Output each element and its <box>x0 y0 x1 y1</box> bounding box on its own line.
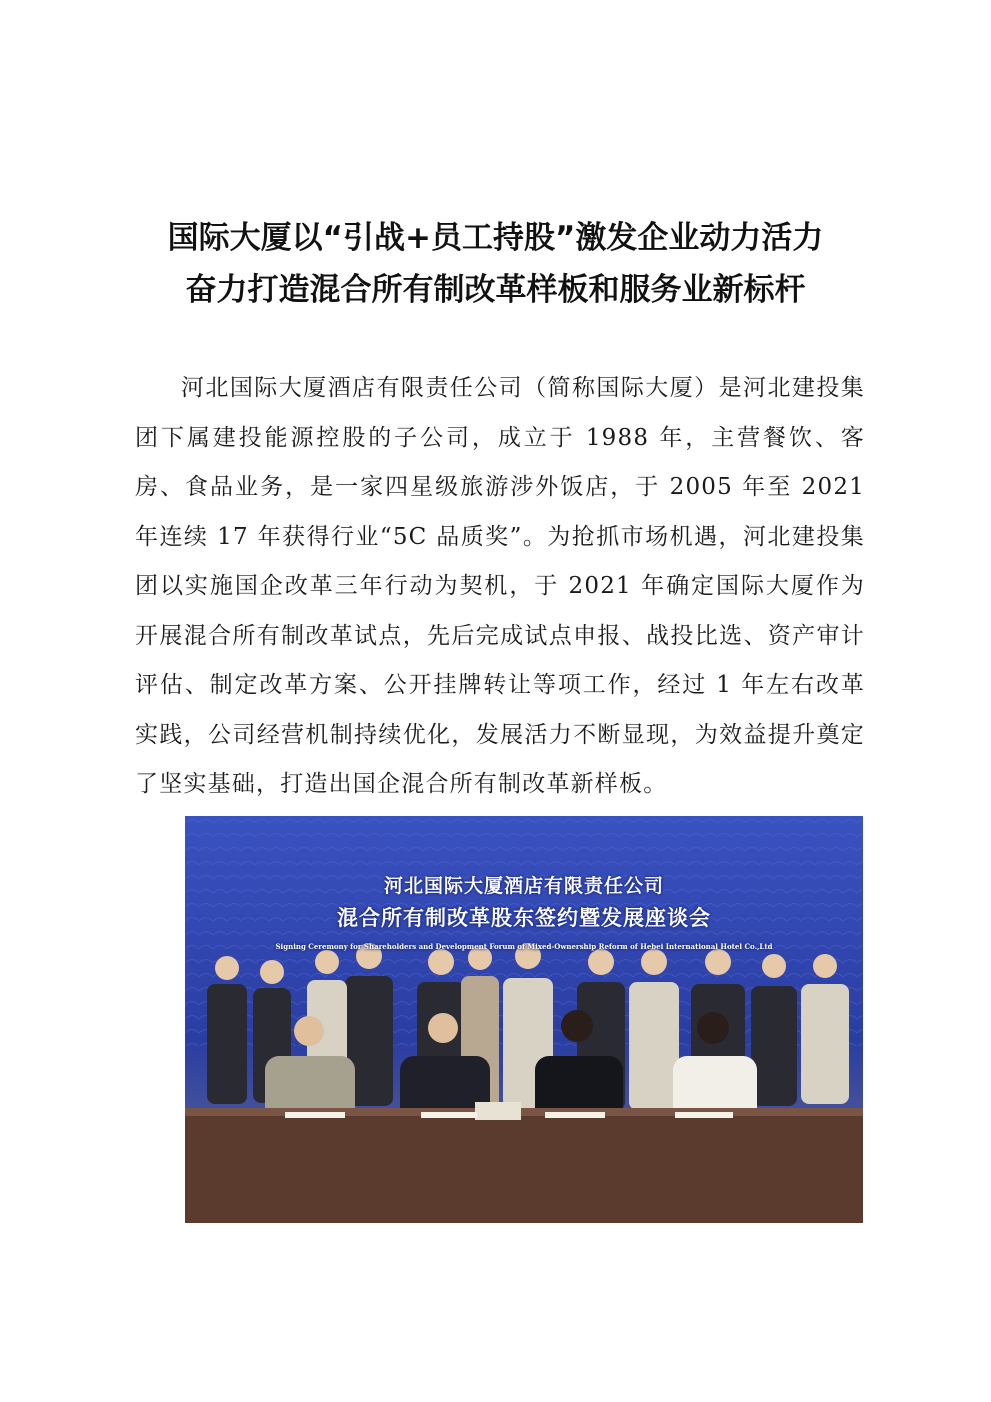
banner-event-title: 混合所有制改革股东签约暨发展座谈会 <box>337 905 711 930</box>
signing-table <box>185 1108 863 1223</box>
banner-english-subtitle: Signing Ceremony for Shareholders and Development Forum of Mixed-Ownership Reform of Hebei International Hotel Co.,Ltd <box>275 942 773 951</box>
banner-company-name: 河北国际大厦酒店有限责任公司 <box>383 875 664 897</box>
title-line-2: 奋力打造混合所有制改革样板和服务业新标杆 <box>185 272 806 308</box>
name-placard <box>475 1102 521 1120</box>
article-title <box>120 212 871 316</box>
body-paragraph: 河北国际大厦酒店有限责任公司（简称国际大厦）是河北建投集团下属建投能源控股的子公司，成立于 1988 年，主营餐饮、客房、食品业务，是一家四星级旅游涉外饭店，于 2005 年至 2021 年连续 17 年获得行业“5C 品质奖”。为抢抓市场机遇，河北建投集团以实施国企改革三年行动为契机，于 2021 年确定国际大厦作为开展混合所有制改革试点，先后完成试点申报、战投比选、资产审计评估、制定改革方案、公开挂牌转让等项工作，经过 1 年左右改革实践，公司经营机制持续优化，发展活力不断显现，为效益提升奠定了坚实基础，打造出国企混合所有制改革新样板。 <box>135 375 865 797</box>
article-body <box>135 364 865 810</box>
title-line-1: 国际大厦以“引战+员工持股”激发企业动力活力 <box>167 220 824 256</box>
signing-ceremony-photo <box>185 816 863 1223</box>
